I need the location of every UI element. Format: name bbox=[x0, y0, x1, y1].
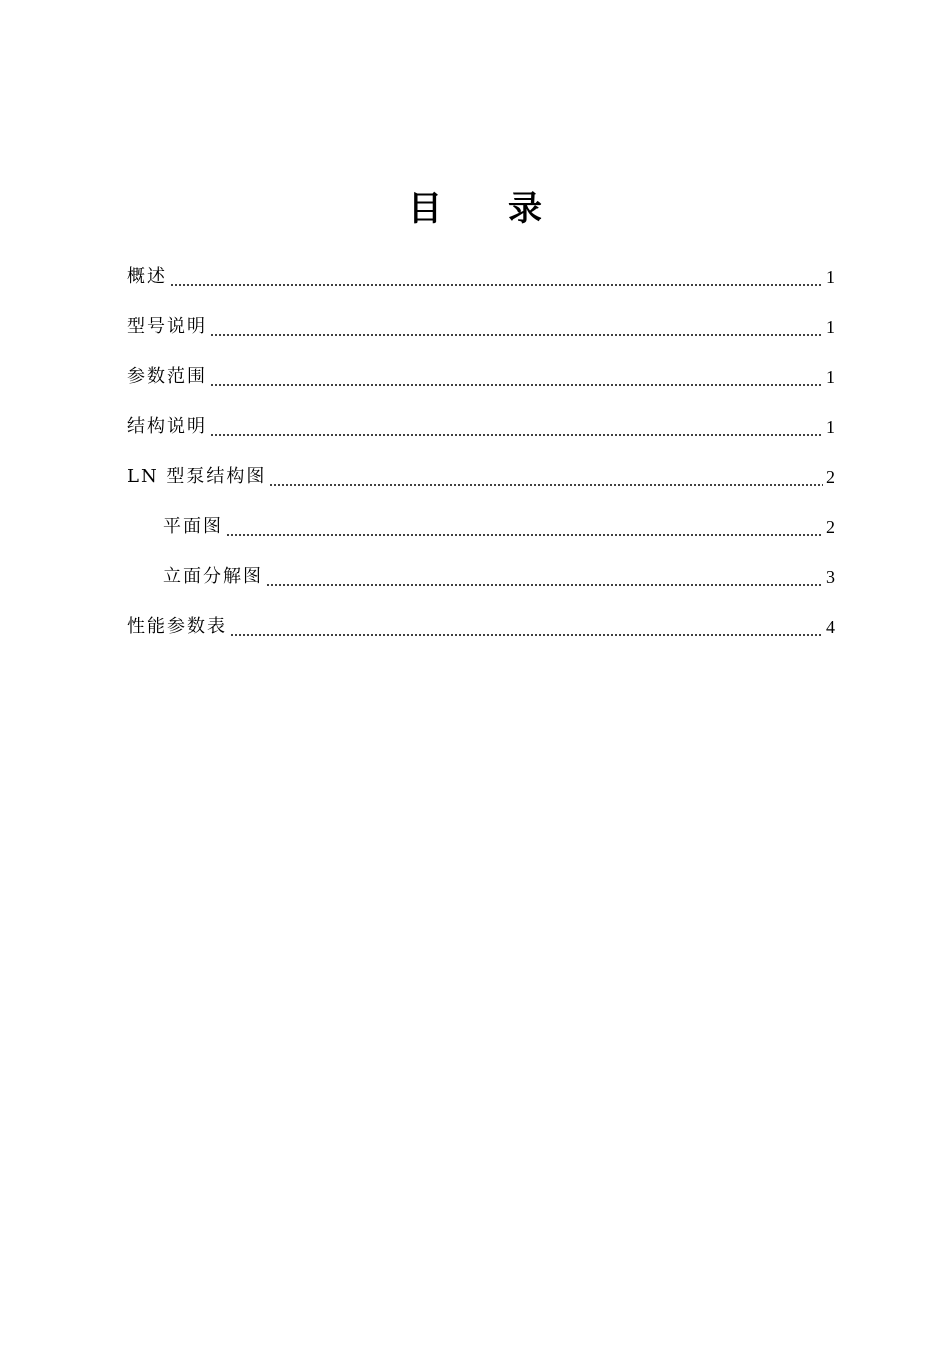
toc-title bbox=[0, 183, 950, 235]
toc-list bbox=[127, 252, 835, 652]
toc-title-char-2: 录 bbox=[508, 188, 542, 229]
toc-entry-page: 2 bbox=[826, 467, 835, 487]
toc-entry-page: 1 bbox=[826, 367, 835, 387]
toc-entry-label: 概述 bbox=[127, 266, 167, 287]
toc-entry-label: 参数范围 bbox=[127, 366, 207, 387]
toc-entry-page: 1 bbox=[826, 267, 835, 287]
toc-entry-parameter-range[interactable] bbox=[127, 352, 835, 402]
toc-dot-leader bbox=[226, 534, 823, 536]
toc-entry-structure-description[interactable] bbox=[127, 402, 835, 452]
toc-entry-label: 性能参数表 bbox=[127, 616, 227, 637]
toc-entry-page: 1 bbox=[826, 317, 835, 337]
toc-entry-page: 1 bbox=[826, 417, 835, 437]
toc-entry-overview[interactable] bbox=[127, 252, 835, 302]
toc-entry-label: LN 型泵结构图 bbox=[127, 466, 267, 487]
toc-entry-performance-table[interactable] bbox=[127, 602, 835, 652]
toc-title-char-1: 目 bbox=[408, 188, 442, 229]
toc-entry-label: 结构说明 bbox=[127, 416, 207, 437]
toc-entry-label: 型号说明 bbox=[127, 316, 207, 337]
toc-dot-leader bbox=[230, 634, 823, 636]
toc-entry-page: 4 bbox=[826, 617, 835, 637]
toc-dot-leader bbox=[266, 584, 823, 586]
toc-entry-page: 2 bbox=[826, 517, 835, 537]
toc-entry-page: 3 bbox=[826, 567, 835, 587]
toc-entry-pump-structure-drawing[interactable] bbox=[127, 452, 835, 502]
toc-dot-leader bbox=[170, 284, 823, 286]
toc-entry-label: 平面图 bbox=[163, 516, 223, 537]
toc-dot-leader bbox=[210, 384, 823, 386]
toc-entry-model-description[interactable] bbox=[127, 302, 835, 352]
toc-entry-exploded-elevation[interactable] bbox=[127, 552, 835, 602]
toc-entry-label: 立面分解图 bbox=[163, 566, 263, 587]
toc-dot-leader bbox=[210, 434, 823, 436]
toc-dot-leader bbox=[210, 334, 823, 336]
toc-entry-plan-view[interactable] bbox=[127, 502, 835, 552]
toc-dot-leader bbox=[269, 484, 823, 486]
